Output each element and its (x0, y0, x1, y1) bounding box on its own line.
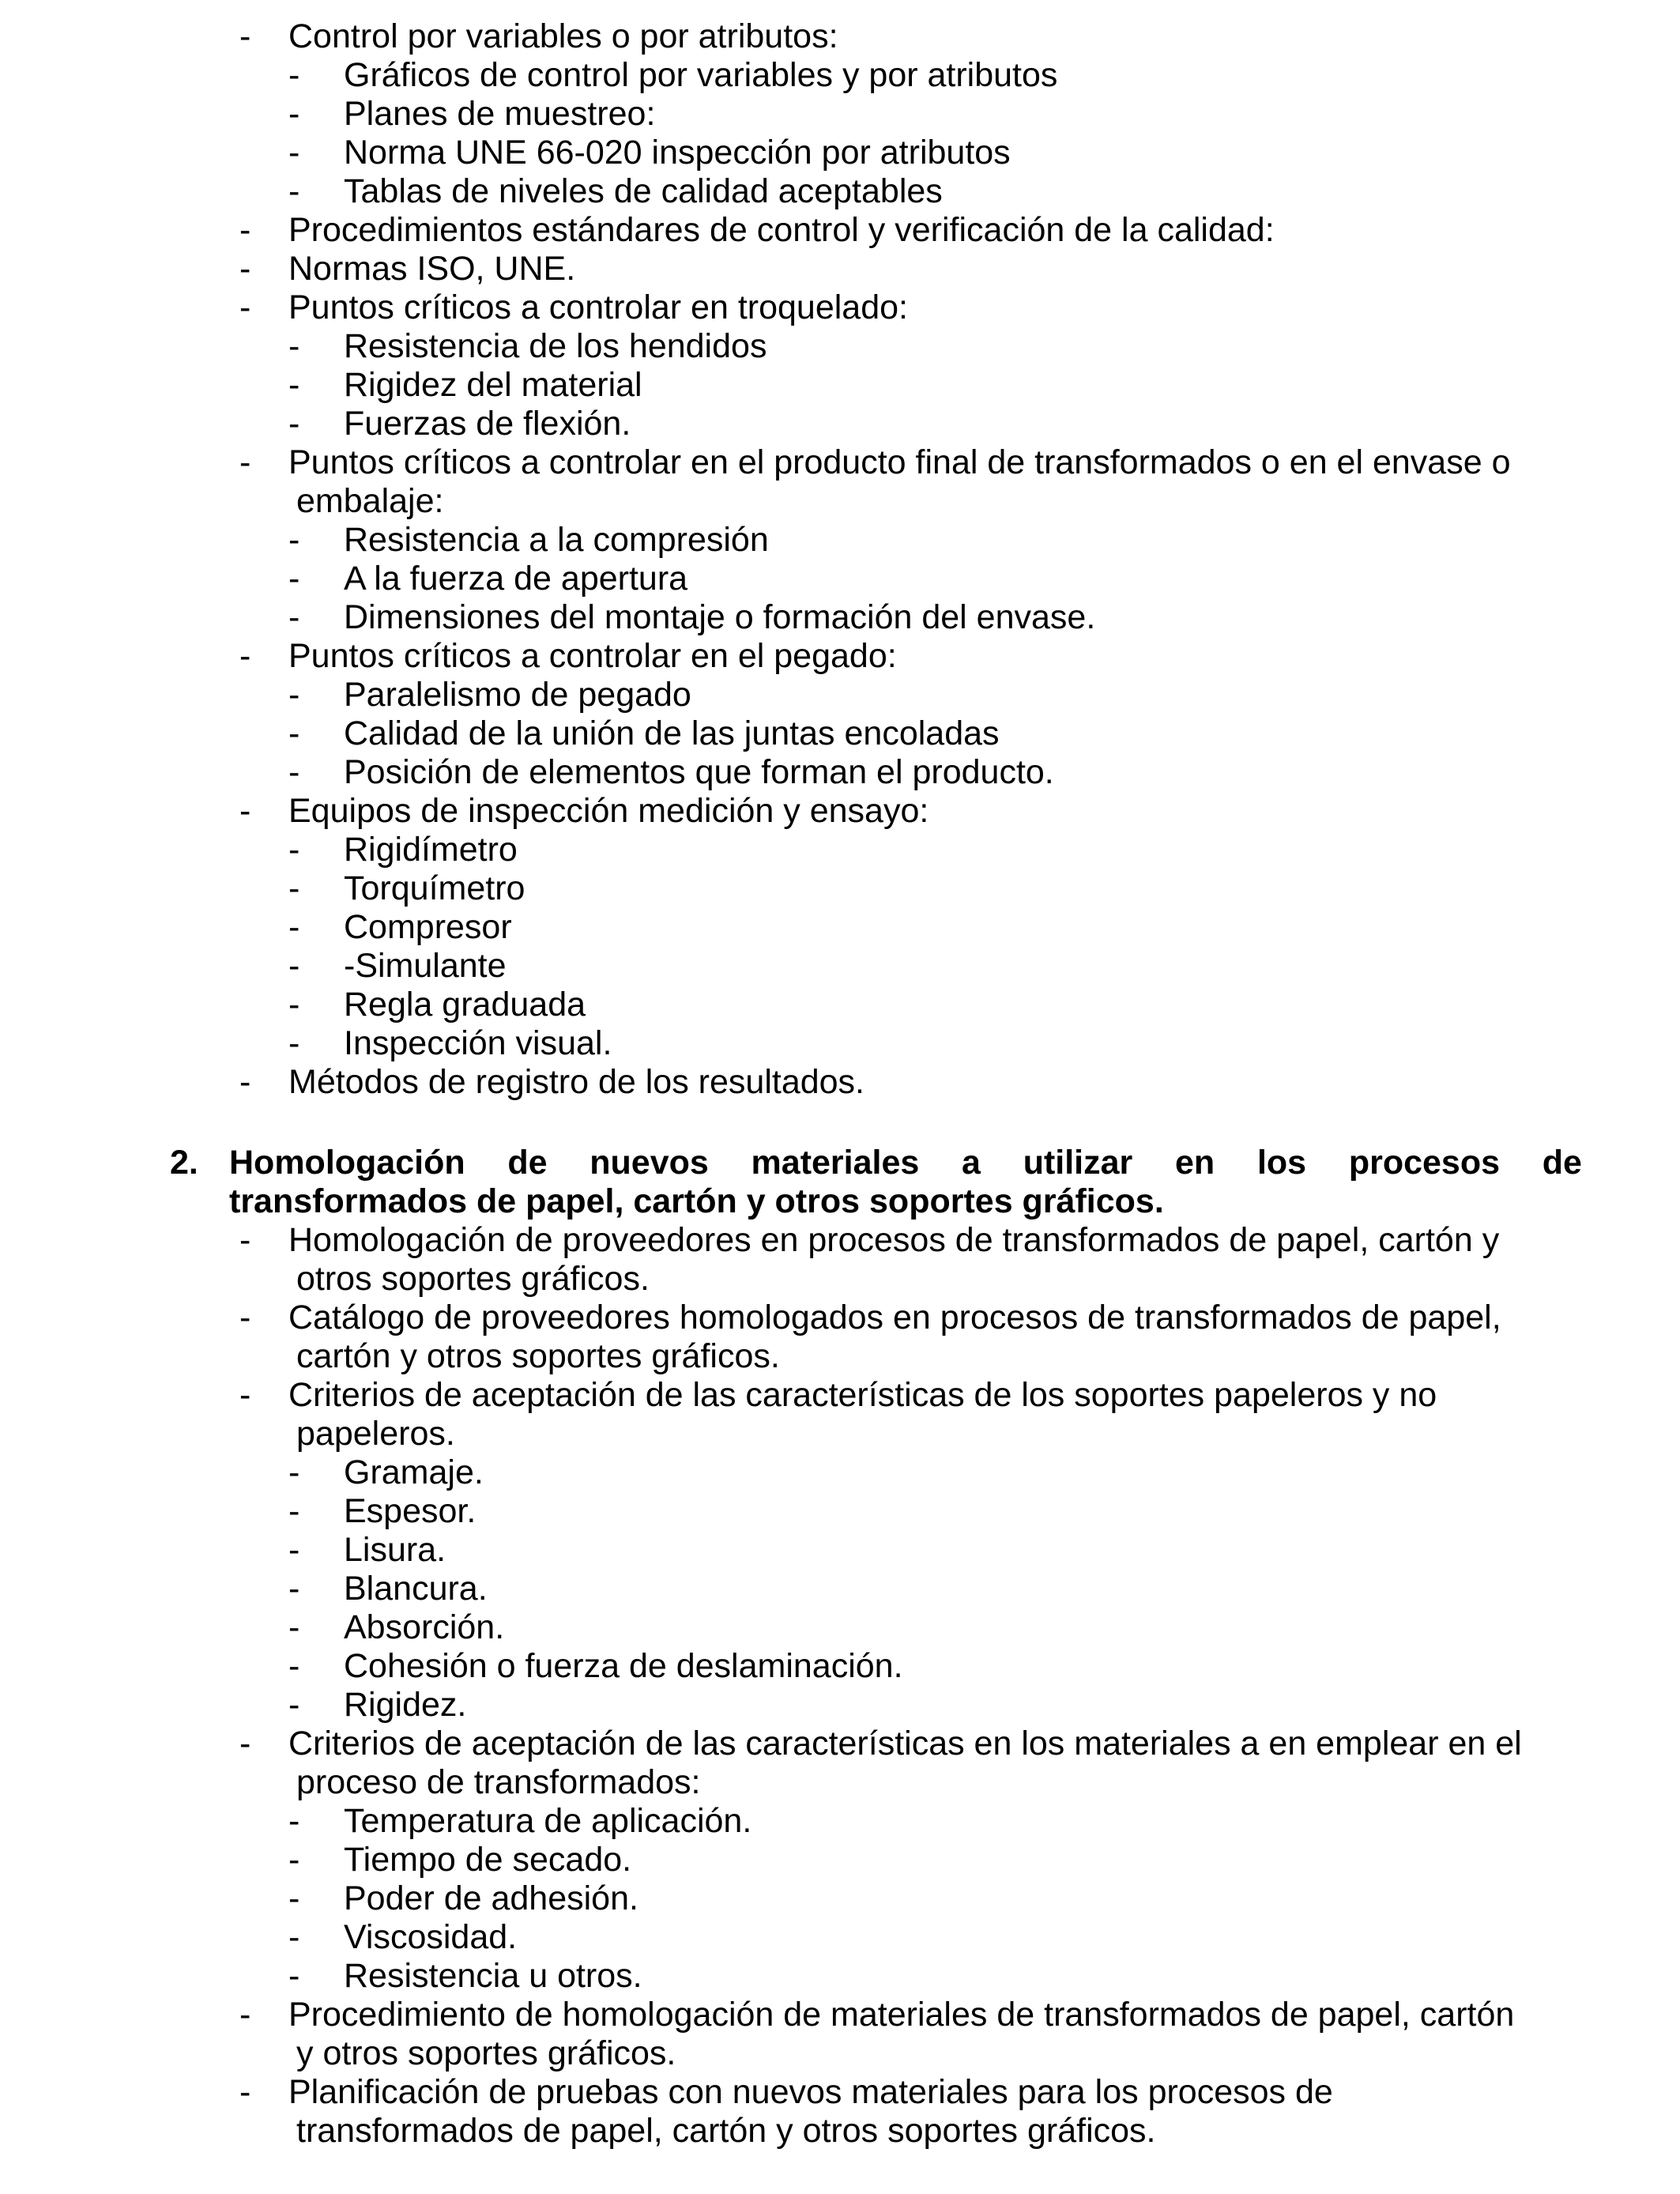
sub-list-item: Poder de adhesión. (344, 1879, 638, 1917)
bullet-dash: - (239, 17, 251, 55)
sub-list-item: Resistencia u otros. (344, 1957, 642, 1995)
sub-list-item: Tiempo de secado. (344, 1841, 632, 1879)
bullet-dash: - (288, 56, 300, 94)
bullet-dash: - (288, 1024, 300, 1062)
bullet-dash: - (239, 288, 251, 326)
list-item: proceso de transformados: (296, 1763, 701, 1801)
bullet-dash: - (288, 1879, 300, 1917)
bullet-dash: - (288, 714, 300, 752)
sub-list-item: Regla graduada (344, 986, 586, 1023)
sub-list-item: A la fuerza de apertura (344, 560, 688, 598)
sub-list-item: Gráficos de control por variables y por atributos (344, 56, 1058, 94)
list-item: Normas ISO, UNE. (288, 250, 576, 288)
bullet-dash: - (288, 1802, 300, 1840)
sub-list-item: Viscosidad. (344, 1918, 518, 1956)
bullet-dash: - (288, 753, 300, 791)
heading-word: de (507, 1144, 548, 1182)
bullet-dash: - (239, 792, 251, 830)
heading-word: nuevos (590, 1144, 709, 1182)
list-item: transformados de papel, cartón y otros soportes gráficos. (296, 2112, 1156, 2150)
sub-list-item: Norma UNE 66-020 inspección por atributos (344, 134, 1011, 172)
sub-list-item: Absorción. (344, 1608, 505, 1646)
sub-list-item: Resistencia de los hendidos (344, 327, 767, 365)
heading-word: los (1256, 1144, 1307, 1182)
section-number: 2. (170, 1144, 198, 1182)
sub-list-item: Temperatura de aplicación. (344, 1802, 752, 1840)
bullet-dash: - (288, 1570, 300, 1608)
bullet-dash: - (288, 1841, 300, 1879)
list-item: Procedimientos estándares de control y verificación de la calidad: (288, 211, 1275, 249)
sub-list-item: Rigidez. (344, 1686, 467, 1724)
bullet-dash: - (288, 1957, 300, 1995)
bullet-dash: - (288, 521, 300, 559)
bullet-dash: - (288, 1492, 300, 1530)
list-item: Procedimiento de homologación de materiales de transformados de papel, cartón (288, 1996, 1515, 2034)
bullet-dash: - (239, 1299, 251, 1336)
list-item: embalaje: (296, 482, 444, 520)
bullet-dash: - (288, 831, 300, 869)
bullet-dash: - (239, 1725, 251, 1762)
bullet-dash: - (288, 405, 300, 443)
sub-list-item: Torquímetro (344, 869, 525, 907)
sub-list-item: Espesor. (344, 1492, 477, 1530)
list-item: Puntos críticos a controlar en el pegado: (288, 637, 897, 675)
heading-word: materiales (751, 1144, 920, 1182)
bullet-dash: - (288, 1453, 300, 1491)
bullet-dash: - (239, 1376, 251, 1414)
list-item: y otros soportes gráficos. (296, 2034, 676, 2072)
bullet-dash: - (288, 172, 300, 210)
bullet-dash: - (288, 327, 300, 365)
sub-list-item: Lisura. (344, 1531, 446, 1569)
heading-word: a (962, 1144, 981, 1182)
bullet-dash: - (239, 211, 251, 249)
bullet-dash: - (239, 2073, 251, 2111)
list-item: cartón y otros soportes gráficos. (296, 1337, 780, 1375)
list-item: Puntos críticos a controlar en troquelado: (288, 288, 908, 326)
sub-list-item: Inspección visual. (344, 1024, 612, 1062)
list-item: Equipos de inspección medición y ensayo: (288, 792, 929, 830)
bullet-dash: - (239, 250, 251, 288)
bullet-dash: - (239, 1063, 251, 1101)
bullet-dash: - (288, 134, 300, 172)
sub-list-item: Rigidímetro (344, 831, 518, 869)
bullet-dash: - (288, 986, 300, 1023)
bullet-dash: - (288, 1686, 300, 1724)
sub-list-item: Cohesión o fuerza de deslaminación. (344, 1647, 903, 1685)
bullet-dash: - (288, 560, 300, 598)
bullet-dash: - (288, 366, 300, 404)
bullet-dash: - (239, 1221, 251, 1259)
bullet-dash: - (239, 443, 251, 481)
list-item: Métodos de registro de los resultados. (288, 1063, 865, 1101)
bullet-dash: - (288, 947, 300, 985)
bullet-dash: - (288, 1647, 300, 1685)
sub-list-item: Gramaje. (344, 1453, 484, 1491)
section-heading-line-2: transformados de papel, cartón y otros soportes gráficos. (229, 1182, 1164, 1220)
bullet-dash: - (288, 676, 300, 714)
list-item: Catálogo de proveedores homologados en procesos de transformados de papel, (288, 1299, 1501, 1336)
sub-list-item: -Simulante (344, 947, 507, 985)
heading-word: procesos (1348, 1144, 1501, 1182)
list-item: otros soportes gráficos. (296, 1260, 650, 1298)
section-heading-line-1 (229, 1144, 1582, 1182)
heading-word: utilizar (1023, 1144, 1133, 1182)
sub-list-item: Rigidez del material (344, 366, 642, 404)
heading-word: Homologación (229, 1144, 465, 1182)
bullet-dash: - (288, 869, 300, 907)
bullet-dash: - (239, 637, 251, 675)
sub-list-item: Resistencia a la compresión (344, 521, 769, 559)
list-item: Criterios de aceptación de las características en los materiales a en emplear en el (288, 1725, 1522, 1762)
bullet-dash: - (288, 95, 300, 133)
bullet-dash: - (239, 1996, 251, 2034)
sub-list-item: Calidad de la unión de las juntas encoladas (344, 714, 1000, 752)
bullet-dash: - (288, 598, 300, 636)
list-item: Planificación de pruebas con nuevos materiales para los procesos de (288, 2073, 1333, 2111)
heading-word: en (1175, 1144, 1215, 1182)
sub-list-item: Posición de elementos que forman el producto. (344, 753, 1054, 791)
bullet-dash: - (288, 1918, 300, 1956)
bullet-dash: - (288, 908, 300, 946)
heading-word: de (1542, 1144, 1582, 1182)
sub-list-item: Blancura. (344, 1570, 488, 1608)
sub-list-item: Dimensiones del montaje o formación del envase. (344, 598, 1096, 636)
bullet-dash: - (288, 1608, 300, 1646)
list-item: Puntos críticos a controlar en el producto final de transformados o en el envase o (288, 443, 1511, 481)
list-item: Control por variables o por atributos: (288, 17, 838, 55)
sub-list-item: Paralelismo de pegado (344, 676, 691, 714)
sub-list-item: Tablas de niveles de calidad aceptables (344, 172, 943, 210)
sub-list-item: Compresor (344, 908, 512, 946)
list-item: papeleros. (296, 1415, 455, 1453)
list-item: Criterios de aceptación de las características de los soportes papeleros y no (288, 1376, 1437, 1414)
sub-list-item: Fuerzas de flexión. (344, 405, 631, 443)
bullet-dash: - (288, 1531, 300, 1569)
list-item: Homologación de proveedores en procesos de transformados de papel, cartón y (288, 1221, 1500, 1259)
sub-list-item: Planes de muestreo: (344, 95, 656, 133)
